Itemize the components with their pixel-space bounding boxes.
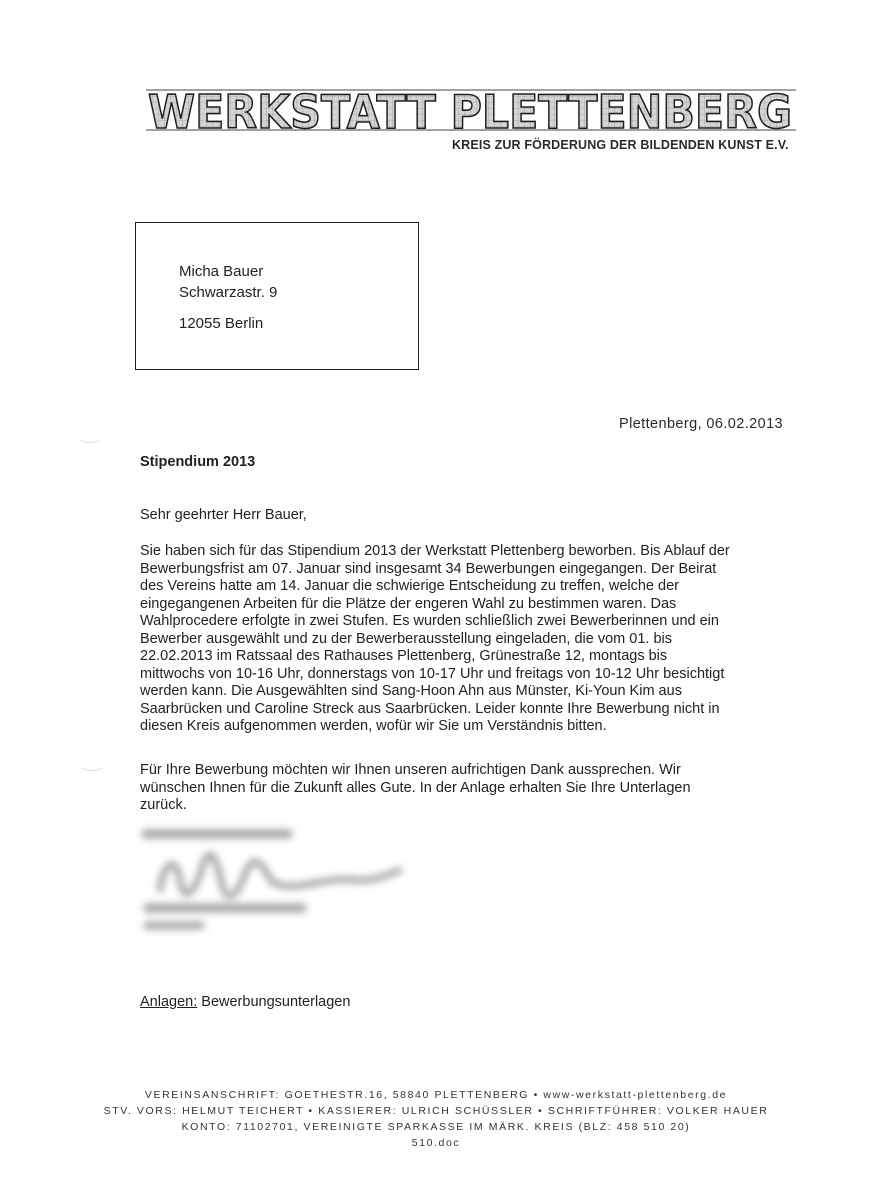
text-line: Für Ihre Bewerbung möchten wir Ihnen unseren aufrichtigen Dank aussprechen. Wir bbox=[140, 762, 681, 778]
recipient-city: 12055 Berlin bbox=[179, 315, 264, 332]
salutation: Sehr geehrter Herr Bauer, bbox=[140, 507, 307, 523]
footer-document-ref: 510.doc bbox=[411, 1137, 461, 1149]
text-line: Bewerbungsfrist am 07. Januar sind insgesamt 34 Bewerbungen eingegangen. Der Beirat bbox=[140, 560, 717, 577]
punch-hole-mark bbox=[78, 430, 102, 443]
recipient-address-box bbox=[135, 222, 419, 370]
organization-tagline: KREIS ZUR FÖRDERUNG DER BILDENDEN KUNST E.V. bbox=[452, 138, 789, 152]
redacted-signature-block bbox=[140, 820, 440, 940]
svg-text:WERKSTATT PLETTENBERG: WERKSTATT PLETTENBERG bbox=[148, 85, 792, 139]
redacted-text bbox=[144, 922, 204, 929]
text-line: diesen Kreis aufgenommen werden, wofür wir Sie um Verständnis bitten. bbox=[140, 718, 607, 734]
text-line: Sie haben sich für das Stipendium 2013 der Werkstatt Plettenberg beworben. Bis Ablauf der bbox=[140, 543, 730, 559]
text-line: mittwochs von 10-16 Uhr, donnerstags von 10-17 Uhr und freitags von 10-12 Uhr besichtigt bbox=[140, 665, 725, 682]
body-paragraph-1 bbox=[140, 543, 800, 736]
text-line: wünschen Ihnen für die Zukunft alles Gute. In der Anlage erhalten Sie Ihre Unterlagen bbox=[140, 779, 691, 796]
text-line: werden kann. Die Ausgewählten sind Sang-Hoon Ahn aus Münster, Ki-Youn Kim aus bbox=[140, 683, 682, 699]
recipient-street: Schwarzastr. 9 bbox=[179, 284, 278, 301]
recipient-name: Micha Bauer bbox=[179, 263, 264, 280]
text-line: Bewerber ausgewählt und zu der Bewerberausstellung eingeladen, die vom 01. bis bbox=[140, 630, 672, 647]
text-line: des Vereins hatte am 14. Januar die schwierige Entscheidung zu treffen, welche der bbox=[140, 578, 679, 594]
organization-logo bbox=[146, 84, 796, 142]
text-line: eingegangenen Arbeiten für die Plätze der engeren Wahl zu bestimmen waren. Das bbox=[140, 595, 677, 612]
text-line: zurück. bbox=[140, 797, 187, 813]
attachments-value: Bewerbungsunterlagen bbox=[201, 994, 351, 1010]
attachments-line bbox=[140, 994, 350, 1010]
text-line: Wahlprocedere erfolgte in zwei Stufen. Es wurden schließlich zwei Bewerberinnen und ein bbox=[140, 613, 719, 629]
letter-subject: Stipendium 2013 bbox=[140, 454, 256, 470]
place-date: Plettenberg, 06.02.2013 bbox=[619, 416, 783, 432]
footer-address: VEREINSANSCHRIFT: GOETHESTR.16, 58840 PLETTENBERG • www-werkstatt-plettenberg.de bbox=[144, 1089, 728, 1101]
redacted-text bbox=[144, 904, 306, 912]
footer-board: STV. VORS: HELMUT TEICHERT • KASSIERER: ULRICH SCHÜSSLER • SCHRIFTFÜHRER: VOLKER HAUER bbox=[103, 1105, 769, 1117]
footer-bank: KONTO: 71102701, VEREINIGTE SPARKASSE IM MÄRK. KREIS (BLZ: 458 510 20) bbox=[181, 1121, 691, 1133]
redacted-text bbox=[142, 830, 292, 838]
body-paragraph-2 bbox=[140, 762, 800, 815]
attachments-label: Anlagen: bbox=[140, 994, 198, 1010]
signature-icon bbox=[154, 850, 404, 898]
punch-hole-mark bbox=[80, 758, 104, 771]
text-line: Saarbrücken und Caroline Streck aus Saarbrücken. Leider konnte Ihre Bewerbung nicht in bbox=[140, 700, 720, 717]
text-line: 22.02.2013 im Ratssaal des Rathauses Plettenberg, Grünestraße 12, montags bis bbox=[140, 648, 668, 664]
